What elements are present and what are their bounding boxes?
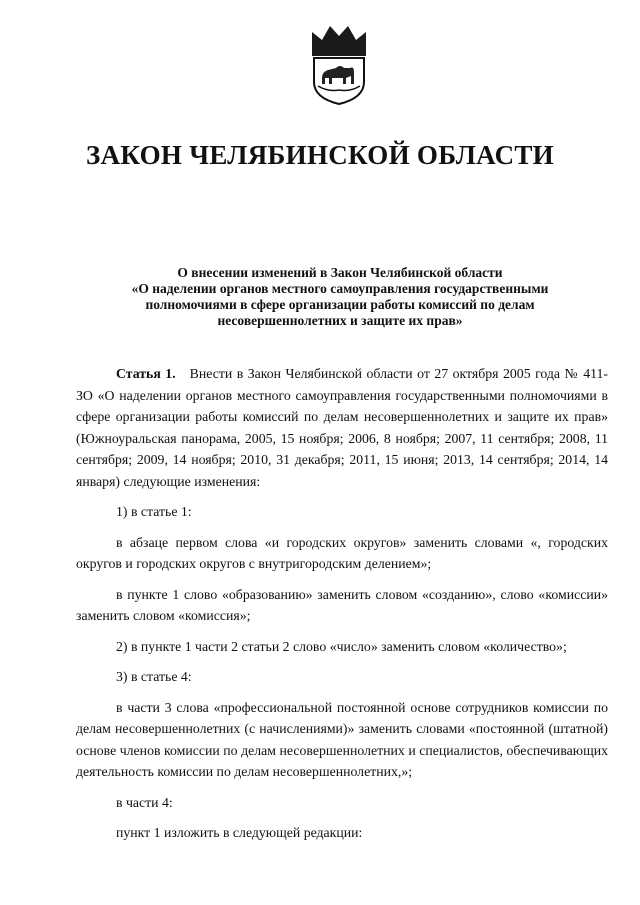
subject-line: несовершеннолетних и защите их прав» (217, 313, 463, 328)
coat-of-arms-icon (306, 22, 372, 106)
law-title: ЗАКОН ЧЕЛЯБИНСКОЙ ОБЛАСТИ (86, 140, 554, 170)
subject-line: полномочиями в сфере организации работы комиссий по делам (145, 297, 535, 312)
article-paragraph: в абзаце первом слова «и городских округов» заменить словами «, городских округов и городских округов с внутригородским делением»; (76, 534, 608, 571)
subject-line: О внесении изменений в Закон Челябинской области (177, 265, 503, 280)
law-subject (100, 265, 580, 329)
article-label: Статья 1. (116, 366, 176, 381)
article-paragraph: 1) в статье 1: (116, 504, 192, 519)
article-intro-text: Внести в Закон Челябинской области от 27 октября 2005 года № 411-ЗО «О наделении органов местного самоуправления государственными полномочиями в сфере организации работы комиссий по делам несовершеннолетних и защите их прав» (Южноуральская панорама, 2005, 15 ноября; 2006, 8 ноября; 2007, 11 сентября; 2008, 11 сентября; 2009, 14 ноября; 2010, 31 декабря; 2011, 15 июня; 2013, 14 сентября; 2014, 14 января) следующие изменения: (76, 366, 608, 489)
article-body (76, 363, 608, 844)
article-paragraph: в части 4: (116, 794, 173, 810)
subject-line: «О наделении органов местного самоуправления государственными (131, 281, 549, 296)
article-paragraph: 3) в статье 4: (116, 669, 192, 684)
article-intro-paragraph (76, 363, 608, 492)
article-paragraph: в пункте 1 слово «образованию» заменить словом «созданию», слово «комиссии» заменить словом «комиссия»; (76, 586, 608, 623)
article-paragraph: 2) в пункте 1 части 2 статьи 2 слово «число» заменить словом «количество»; (116, 638, 567, 654)
article-paragraph: пункт 1 изложить в следующей редакции: (116, 825, 363, 840)
article-paragraph: в части 3 слова «профессиональной постоянной основе сотрудников комиссии по делам несовершеннолетних (с начислениями)» заменить словами «постоянной (штатной) основе членов комиссии по делам несовершеннолетних и специалистов, обеспечивающих деятельность комиссии по делам несовершеннолетних,»; (76, 699, 608, 779)
